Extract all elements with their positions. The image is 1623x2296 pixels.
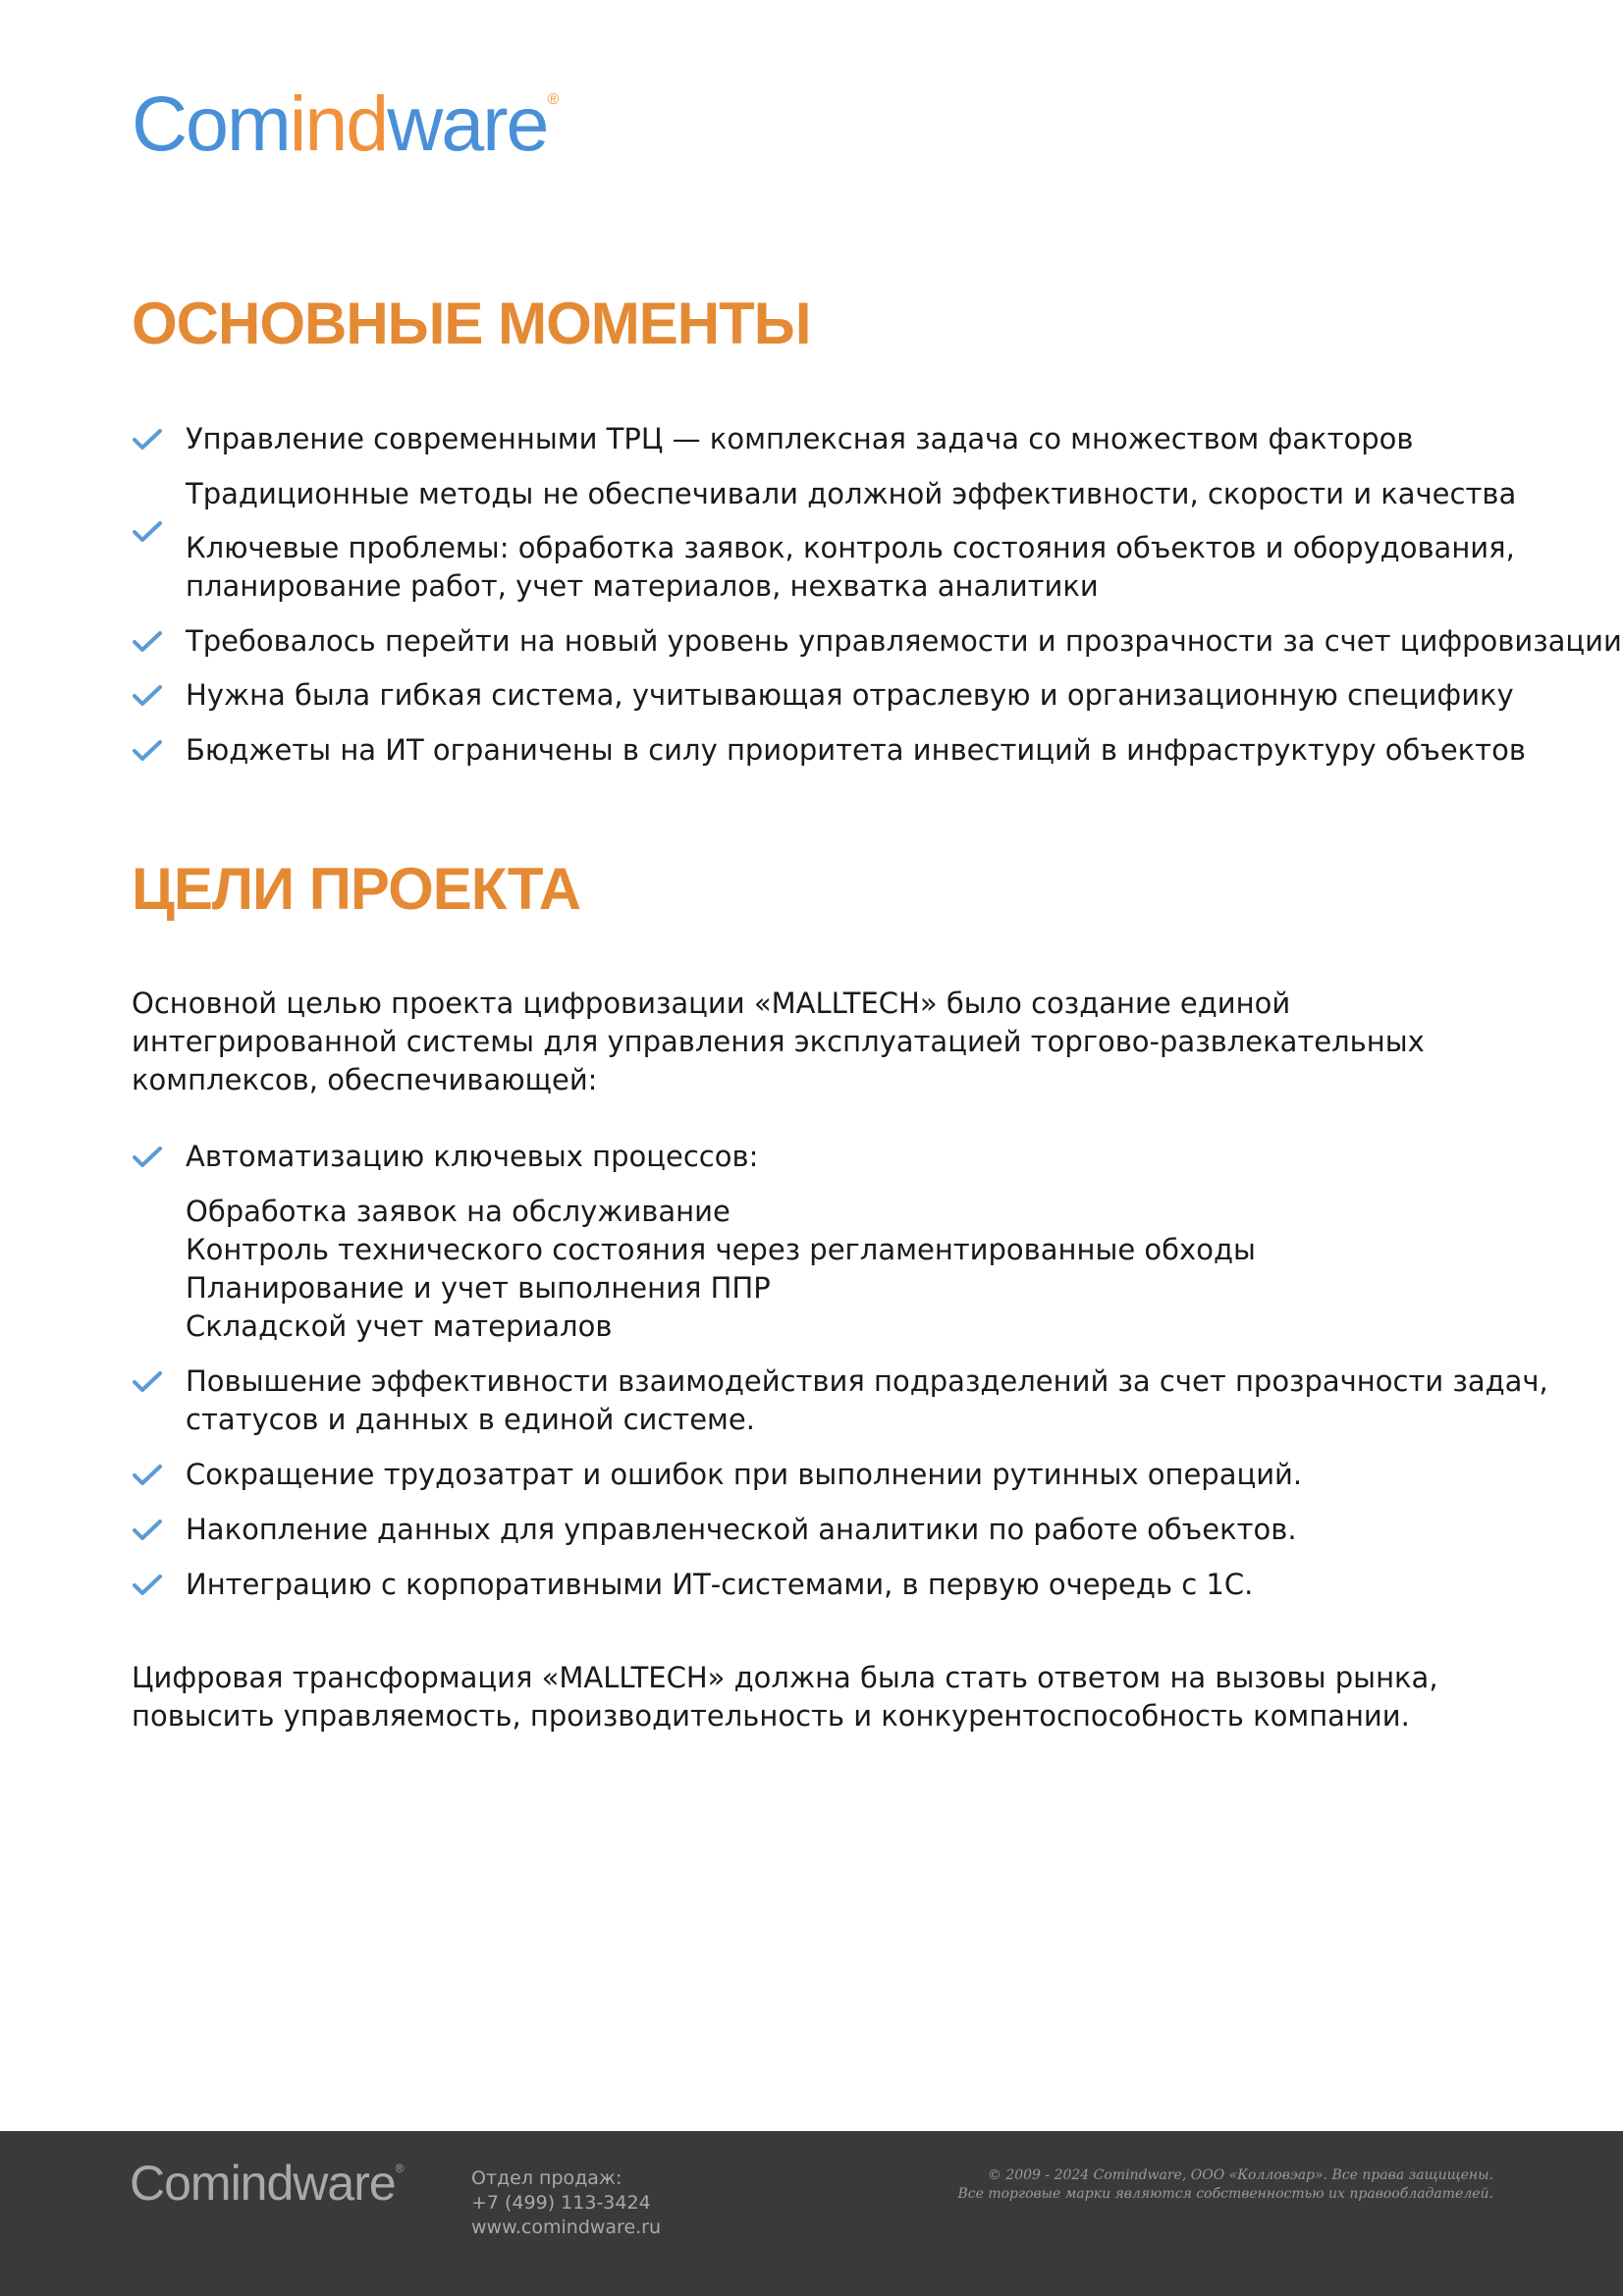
section-title-key-points: ОСНОВНЫЕ МОМЕНТЫ xyxy=(132,291,811,356)
comindware-logo: Comindware® xyxy=(132,80,560,167)
goal-item: Сокращение трудозатрат и ошибок при выполнении рутинных операций. xyxy=(186,1458,1303,1491)
sales-phone[interactable]: +7 (499) 113-3424 xyxy=(471,2192,651,2214)
key-point-item: Традиционные методы не обеспечивали должной эффективности, скорости и качества xyxy=(186,477,1517,510)
goal-item: Автоматизацию ключевых процессов: xyxy=(186,1140,759,1173)
goal-subitem: Планирование и учет выполнения ППР xyxy=(186,1271,771,1305)
intro-paragraph-line: Основной целью проекта цифровизации «MALLTECH» было создание единой xyxy=(132,987,1291,1020)
key-point-item: планирование работ, учет материалов, нехватка аналитики xyxy=(186,569,1099,603)
check-icon xyxy=(132,520,163,544)
outro-paragraph-line: Цифровая трансформация «MALLTECH» должна была стать ответом на вызовы рынка, xyxy=(132,1661,1438,1694)
footer-logo: Comindware® xyxy=(130,2156,405,2211)
goal-item: Повышение эффективности взаимодействия подразделений за счет прозрачности задач, xyxy=(186,1364,1548,1398)
check-icon xyxy=(132,1146,163,1169)
key-point-item: Бюджеты на ИТ ограничены в силу приоритета инвестиций в инфраструктуру объектов xyxy=(186,733,1526,767)
outro-paragraph-line: повысить управляемость, производительность и конкурентоспособность компании. xyxy=(132,1699,1410,1733)
trademark-line: Все торговые марки являются собственностью их правообладателей. xyxy=(957,2186,1493,2202)
check-icon xyxy=(132,684,163,708)
check-icon xyxy=(132,630,163,654)
goal-item: Интеграцию с корпоративными ИТ-системами, в первую очередь с 1С. xyxy=(186,1568,1254,1601)
key-point-item: Нужна была гибкая система, учитывающая отраслевую и организационную специфику xyxy=(186,678,1514,712)
check-icon xyxy=(132,1519,163,1542)
check-icon xyxy=(132,1574,163,1597)
check-icon xyxy=(132,739,163,763)
sales-label: Отдел продаж: xyxy=(471,2167,622,2189)
goal-item: статусов и данных в единой системе. xyxy=(186,1403,755,1436)
intro-paragraph-line: комплексов, обеспечивающей: xyxy=(132,1063,598,1096)
goal-subitem: Контроль технического состояния через регламентированные обходы xyxy=(186,1233,1256,1266)
intro-paragraph-line: интегрированной системы для управления эксплуатацией торгово-развлекательных xyxy=(132,1025,1425,1058)
page-footer xyxy=(0,2131,1623,2296)
copyright-notice xyxy=(957,2166,1493,2204)
website-link[interactable]: www.comindware.ru xyxy=(471,2216,662,2238)
check-icon xyxy=(132,1370,163,1394)
check-icon xyxy=(132,428,163,452)
sales-contact xyxy=(471,2166,661,2240)
goal-subitem: Обработка заявок на обслуживание xyxy=(186,1195,730,1228)
section-title-project-goals: ЦЕЛИ ПРОЕКТА xyxy=(132,856,581,922)
goal-subitem: Складской учет материалов xyxy=(186,1309,613,1343)
key-point-item: Ключевые проблемы: обработка заявок, контроль состояния объектов и оборудования, xyxy=(186,531,1515,564)
goal-item: Накопление данных для управленческой аналитики по работе объектов. xyxy=(186,1513,1297,1546)
key-point-item: Управление современными ТРЦ — комплексная задача со множеством факторов xyxy=(186,422,1414,455)
copyright-line: © 2009 - 2024 Comindware, ООО «Колловэар». Все права защищены. xyxy=(987,2167,1493,2183)
check-icon xyxy=(132,1464,163,1487)
key-point-item: Требовалось перейти на новый уровень управляемости и прозрачности за счет цифровизации xyxy=(186,624,1622,658)
